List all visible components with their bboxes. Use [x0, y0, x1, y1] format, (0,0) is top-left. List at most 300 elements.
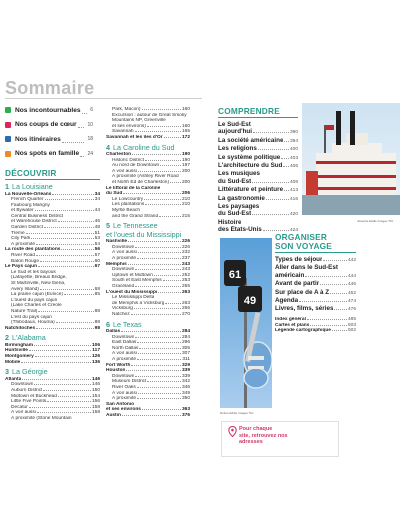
toc-page: 305 [181, 345, 190, 351]
toc-page: 53 [94, 236, 100, 242]
toc-label: L'ouest du Mississippi [106, 289, 158, 295]
toc-page: 160 [181, 123, 190, 129]
toc-label: Nashville [106, 239, 128, 245]
toc-page: 284 [181, 329, 190, 334]
leader-dots [128, 241, 181, 242]
toc-entry[interactable] [106, 214, 190, 220]
toc-page: 197 [181, 163, 190, 169]
toc-label: À voir aussi [112, 168, 137, 174]
toc-label: Charleston [106, 152, 132, 158]
leader-dots [82, 113, 88, 114]
toc-page: 34 [94, 191, 100, 197]
leader-dots [170, 182, 181, 183]
toc-label: Natchez [112, 311, 130, 317]
toc-label: Sur place de A à Z [275, 288, 330, 296]
leader-dots [145, 160, 181, 161]
leader-dots [121, 331, 181, 332]
toc-label: L'architecture du Sud [218, 162, 283, 170]
toc-label: Le Sud et les bayous [11, 269, 56, 275]
toc-label: Garden District [11, 225, 43, 231]
leader-dots [44, 227, 94, 228]
highlight-label: Nos incontournables [15, 106, 81, 114]
leader-dots [29, 350, 91, 351]
chapter-heading[interactable] [106, 144, 190, 153]
toc-entry-main[interactable] [218, 137, 298, 145]
organiser-heading-2: SON VOYAGE [275, 241, 333, 251]
toc-label: Dallas [106, 329, 121, 334]
toc-entry-main[interactable] [218, 128, 298, 136]
chapter-title: La Louisiane [12, 182, 53, 191]
toc-label: Decatur [11, 404, 28, 410]
toc-entry-main[interactable] [275, 328, 356, 334]
toc-page: 146 [91, 382, 100, 388]
toc-label: Les religions [218, 145, 257, 153]
toc-label: des États-Unis [218, 226, 262, 234]
toc-label: Agenda [275, 297, 299, 305]
toc-label: and the Grand Strand [112, 213, 159, 219]
toc-label: Avant de partir [275, 280, 320, 288]
toc-label: Le Mississippi Delta [112, 295, 155, 301]
leader-dots [330, 293, 347, 294]
organiser-list [275, 256, 356, 314]
toc-label: Auburn District [11, 387, 43, 393]
toc-label: Memphis [106, 261, 127, 267]
toc-entry-main[interactable] [275, 289, 356, 297]
toc-page: 126 [91, 354, 100, 360]
leader-dots [299, 301, 347, 302]
leader-dots [137, 359, 181, 360]
toc-entry-main[interactable] [5, 326, 100, 332]
leader-dots [21, 362, 91, 363]
leader-dots [137, 398, 181, 399]
toc-page: 226 [181, 239, 190, 245]
toc-entry-main[interactable] [275, 280, 356, 288]
toc-page: 444 [347, 273, 356, 279]
toc-page: 474 [347, 299, 356, 305]
toc-label: Houston [106, 368, 126, 374]
toc-page: 311 [182, 356, 190, 362]
leader-dots [135, 131, 181, 132]
leader-dots [137, 387, 181, 388]
toc-label: Légende cartographique [275, 328, 331, 334]
highlight-label: Nos spots en famille [15, 150, 80, 158]
toc-entry-main[interactable] [275, 256, 356, 264]
toc-entry-main[interactable] [218, 162, 298, 170]
toc-label: Faubourg Marigny [11, 202, 50, 208]
note-line-2: site, retrouvez nos [239, 432, 288, 439]
toc-page: 56 [94, 247, 100, 253]
leader-dots [80, 156, 84, 157]
leader-dots [43, 390, 91, 391]
leader-dots [283, 166, 289, 167]
leader-dots [62, 142, 85, 143]
chapter-title: La Caroline du Sud [113, 142, 175, 152]
leader-dots [284, 190, 289, 191]
toc-page: 263 [181, 300, 190, 306]
toc-entry-main[interactable] [275, 297, 356, 305]
toc-page: 476 [347, 307, 356, 313]
toc-label: L'ouest du pays cajun [11, 297, 58, 303]
leader-dots [78, 127, 85, 128]
leader-dots [144, 199, 181, 200]
chapter-number: 3 [5, 367, 9, 377]
toc-label: Les plantations [112, 202, 145, 208]
chapter-title: et l'ouest du Mississippi [106, 229, 182, 239]
leader-dots [142, 409, 181, 410]
toc-page: 160 [181, 107, 190, 112]
toc-label: North Dallas [112, 345, 139, 351]
toc-page: 154 [91, 393, 100, 399]
comprendre-heading: COMPRENDRE [218, 106, 280, 116]
leader-dots [35, 210, 94, 211]
leader-dots [45, 199, 94, 200]
toc-page: 503 [347, 322, 356, 328]
toc-page: 44 [94, 208, 100, 214]
decouvrir-col1 [5, 183, 100, 421]
toc-page: 263 [181, 289, 190, 295]
toc-page: 237 [181, 255, 190, 261]
toc-page: 255 [181, 283, 190, 289]
toc-label: La prairie cajun (Eunice) [11, 292, 63, 298]
highlight-square-icon [5, 107, 11, 113]
leader-dots [61, 249, 93, 250]
highlight-page: 6 [90, 107, 93, 114]
toc-entry-main[interactable] [218, 195, 298, 203]
leader-dots [160, 165, 181, 166]
toc-entry-main[interactable] [218, 145, 298, 153]
toc-page: 400 [289, 147, 298, 153]
steamboat-photo [302, 103, 400, 215]
sign-top-number: 61 [228, 269, 242, 281]
toc-entry-main[interactable] [5, 360, 100, 366]
toc-label: À voir aussi [112, 250, 137, 256]
leader-dots [258, 149, 289, 150]
leader-dots [266, 199, 289, 200]
addresses-note [221, 421, 339, 457]
toc-page: 408 [289, 179, 298, 185]
leader-dots [137, 342, 181, 343]
page-title: Sommaire [5, 78, 95, 98]
highlights-list [5, 103, 93, 161]
highlight-item[interactable] [5, 147, 93, 162]
leader-dots [38, 311, 93, 312]
toc-label: Midtown et Buckhead [11, 393, 57, 399]
leader-dots [310, 325, 347, 326]
toc-label: Aller dans le Sud-Est [275, 264, 338, 272]
toc-page: 200 [181, 180, 190, 186]
toc-label: Austin [106, 412, 121, 418]
title-rule [5, 98, 202, 99]
toc-page: 420 [289, 212, 298, 218]
toc-label: East Dallas [112, 340, 137, 346]
toc-page: 98 [94, 325, 100, 331]
toc-label: et Bywater [11, 208, 34, 214]
toc-label: de Memphis à Vicksburg [112, 300, 165, 306]
leader-dots [52, 194, 93, 195]
toc-page: 158 [91, 410, 100, 416]
leader-dots [131, 314, 181, 315]
toc-label: Index général [275, 316, 306, 322]
highway-sign-illustration [220, 238, 272, 408]
chapter-number: 2 [5, 333, 9, 343]
toc-label: Les paysages [218, 203, 260, 211]
toc-label: Downtown [112, 373, 135, 379]
toc-entry-main[interactable] [218, 170, 298, 177]
leader-dots [164, 137, 181, 138]
toc-label: Montgomery [5, 354, 34, 360]
toc-page: 146 [91, 376, 100, 382]
toc-page: 226 [181, 244, 190, 250]
toc-page: 350 [181, 396, 190, 402]
leader-dots [134, 308, 181, 309]
toc-page: 284 [181, 334, 190, 340]
toc-page: 34 [94, 197, 100, 203]
toc-page: 85 [94, 292, 100, 298]
leader-dots [138, 353, 181, 354]
toc-label: Graceland [112, 283, 135, 289]
toc-label: Park, Macon) [112, 107, 141, 112]
toc-entry-main[interactable] [218, 121, 298, 128]
toc-page: 252 [181, 272, 190, 278]
leader-dots [323, 260, 347, 261]
highlight-item[interactable] [5, 103, 93, 118]
steamboat-credit: Josephe Eddie Images Tbc [357, 219, 394, 223]
toc-page: 442 [347, 258, 356, 263]
toc-label: du Sud-Est [218, 177, 252, 185]
toc-entry-main[interactable] [218, 210, 298, 218]
leader-dots [307, 319, 347, 320]
organiser-small-list [275, 317, 356, 334]
toc-entry-main[interactable] [275, 305, 356, 313]
toc-page: 232 [181, 250, 190, 256]
leader-dots [138, 171, 181, 172]
toc-label: et Warehouse District [11, 219, 57, 225]
highlight-page: 24 [87, 150, 93, 157]
leader-dots [147, 381, 181, 382]
toc-label: et ses environs [106, 407, 141, 413]
leader-dots [36, 328, 94, 329]
toc-label: Types de séjour [275, 256, 323, 263]
toc-label: et North Ed de Charleston) [112, 180, 170, 186]
toc-label: Livres, films, séries [275, 305, 334, 313]
toc-label: River Road [11, 253, 35, 259]
toc-page: 424 [289, 228, 298, 234]
leader-dots [38, 266, 94, 267]
leader-dots [145, 204, 181, 205]
toc-entry-main[interactable] [106, 135, 190, 141]
toc-label: Le système politique [218, 153, 281, 161]
toc-entry-main[interactable] [218, 186, 298, 194]
toc-label: Littérature et peinture [218, 186, 284, 194]
decouvrir-col2 [106, 107, 190, 419]
leader-dots [159, 216, 181, 217]
chapter-heading[interactable] [106, 231, 190, 240]
toc-page: 48 [94, 225, 100, 231]
toc-label: River Oaks [112, 384, 136, 390]
toc-page: 485 [347, 316, 356, 322]
highlight-item[interactable] [5, 118, 93, 133]
leader-dots [64, 294, 94, 295]
decouvrir-heading: DÉCOUVRIR [5, 168, 57, 178]
toc-label: Little Five Points [11, 399, 47, 405]
toc-page: 243 [181, 267, 190, 273]
leader-dots [135, 269, 181, 270]
highlight-square-icon [5, 122, 11, 128]
toc-label: Le Pays cajun [5, 264, 37, 270]
toc-entry-main[interactable] [218, 178, 298, 186]
toc-label: Vicksburg [112, 306, 133, 312]
chapter-heading[interactable] [5, 183, 100, 192]
toc-entry[interactable] [5, 416, 100, 422]
toc-label: San Antonio [106, 401, 135, 407]
leader-dots [22, 379, 91, 380]
toc-entry-main[interactable] [218, 203, 298, 210]
leader-dots [26, 233, 94, 234]
toc-label: Downtown [11, 382, 34, 388]
organiser-section [275, 233, 356, 334]
toc-label: Historic District [112, 157, 144, 163]
toc-page: 106 [91, 342, 100, 348]
leader-dots [334, 309, 347, 310]
toc-page: 452 [347, 290, 356, 296]
toc-label: américain [275, 271, 305, 279]
leader-dots [252, 182, 289, 183]
toc-page: 243 [181, 261, 190, 267]
toc-page: 117 [92, 348, 100, 354]
leader-dots [122, 415, 181, 416]
leader-dots [252, 214, 289, 215]
chapter-number: 5 [106, 221, 110, 231]
map-pin-icon [228, 426, 237, 437]
toc-page: 339 [181, 373, 190, 379]
leader-dots [135, 286, 181, 287]
highlight-item[interactable] [5, 132, 93, 147]
leader-dots [163, 280, 181, 281]
toc-page: 296 [181, 340, 190, 346]
toc-page: 88 [94, 320, 100, 326]
sign-credit: Dolors Eddie Images Tbc [220, 411, 254, 415]
toc-entry-main[interactable] [275, 264, 356, 271]
leader-dots [332, 330, 347, 331]
leader-dots [58, 396, 91, 397]
toc-page: 394 [289, 138, 298, 144]
toc-page: 406 [289, 164, 298, 170]
chapter-heading[interactable] [5, 368, 100, 377]
toc-entry-main[interactable] [275, 272, 356, 280]
toc-label: City Park [11, 236, 31, 242]
toc-label: Nature Trail) [11, 308, 38, 314]
toc-label: Natchitoches [5, 325, 36, 331]
toc-label: South et East Memphis [112, 278, 162, 284]
toc-entry-main[interactable] [106, 413, 190, 419]
leader-dots [165, 303, 181, 304]
toc-page: 215 [181, 213, 190, 219]
toc-entry[interactable] [106, 312, 190, 318]
toc-label: (Lafayette, Breaux Bridge, [11, 275, 67, 281]
toc-page: 342 [181, 379, 190, 385]
toc-label: Mountains NP, Greenville [112, 118, 166, 124]
toc-label: Birmingham [5, 342, 33, 348]
leader-dots [138, 393, 181, 394]
highlight-square-icon [5, 136, 11, 142]
leader-dots [123, 193, 181, 194]
toc-label: Central Business District [11, 213, 64, 219]
toc-label: Downtown [112, 267, 135, 273]
toc-page: 88 [94, 308, 100, 314]
toc-label: du Sud [106, 191, 123, 197]
toc-label: St Martinville, New Iberia, [11, 281, 66, 286]
leader-dots [36, 244, 94, 245]
steamboat-illustration [302, 103, 400, 215]
chapter-number: 6 [106, 319, 110, 329]
toc-label: Mobile [5, 359, 21, 365]
leader-dots [35, 356, 91, 357]
toc-page: 46 [94, 219, 100, 225]
toc-label: À voir aussi [112, 390, 137, 396]
leader-dots [135, 337, 181, 338]
toc-page: 172 [181, 134, 190, 140]
toc-page: 413 [289, 188, 298, 194]
toc-label: Huntsville [5, 348, 28, 354]
toc-page: 349 [181, 390, 190, 396]
toc-label: Histoire [218, 218, 242, 226]
chapter-title: Le Tennessee [113, 221, 158, 231]
leader-dots [138, 252, 181, 253]
toc-label: Cartes et plans [275, 322, 310, 328]
toc-label: Le Lowcountry [112, 196, 144, 202]
sign-bottom-number: 49 [243, 295, 257, 307]
decouvrir-section [5, 168, 100, 421]
toc-page: 165 [181, 129, 190, 135]
toc-label: (Thibodaux, Houma) [11, 320, 55, 326]
comprendre-list [218, 121, 298, 235]
toc-label: Myrtle Beach [112, 208, 140, 213]
toc-label: Tremé [11, 230, 25, 236]
toc-label: À proximité (Stone Mountain [11, 415, 72, 421]
toc-page: 390 [289, 130, 298, 136]
leader-dots [154, 275, 181, 276]
toc-page: 339 [181, 368, 190, 374]
organiser-heading-1: ORGANISER [275, 232, 328, 242]
toc-label: Atlanta [5, 376, 22, 382]
chapter-heading[interactable] [106, 321, 190, 330]
toc-label: Uptown et Midtown [112, 272, 153, 278]
toc-page: 67 [94, 264, 100, 270]
leader-dots [320, 284, 347, 285]
leader-dots [132, 154, 181, 155]
toc-page: 190 [181, 157, 190, 163]
toc-page: 502 [347, 328, 356, 334]
toc-label: Au nord de Downtown [112, 163, 160, 169]
leader-dots [56, 322, 94, 323]
toc-page: 200 [181, 168, 190, 174]
leader-dots [128, 264, 181, 265]
toc-entry-main[interactable] [218, 219, 298, 226]
toc-page: 206 [181, 191, 190, 197]
toc-page: 329 [181, 362, 190, 368]
leader-dots [34, 345, 91, 346]
highlight-label: Nos coups de cœur [15, 121, 77, 129]
chapter-heading[interactable] [5, 334, 100, 343]
toc-entry-main[interactable] [218, 154, 298, 162]
toc-label: (Lake Charles et Creole [11, 303, 62, 309]
toc-page: 156 [91, 399, 100, 405]
toc-label: French Quarter [11, 197, 44, 203]
toc-label: Fort Worth [106, 362, 131, 368]
toc-page: 150 [91, 387, 100, 393]
toc-page: 270 [181, 311, 190, 317]
toc-label: À proximité (Ashley River Road [112, 174, 179, 180]
